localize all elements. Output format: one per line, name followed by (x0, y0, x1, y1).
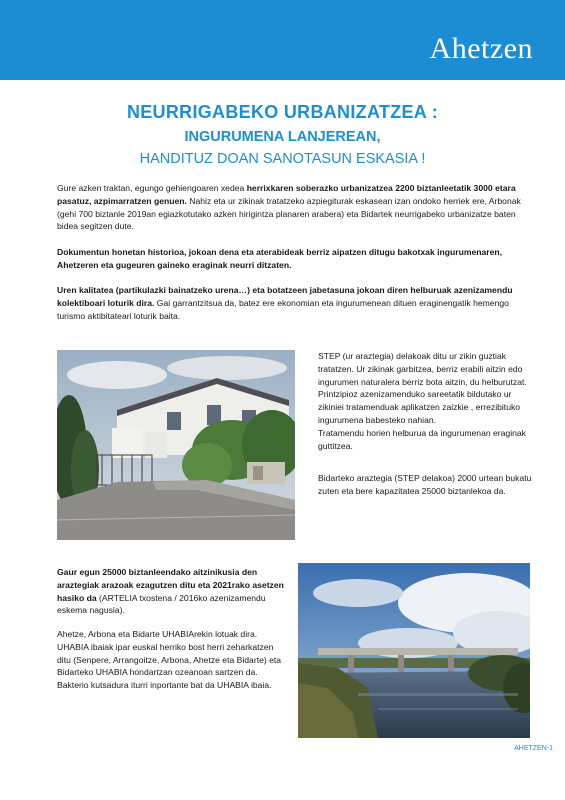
brand-title: Ahetzen (429, 32, 533, 65)
capacity-paragraph (57, 566, 289, 617)
step-paragraph-tail: Tratamendu horien helburua da ingurumenan eraginak guttitzea. (318, 427, 526, 451)
subtitle: INGURUMENA LANJEREAN, (184, 129, 381, 145)
uhabia-river-photo (298, 563, 530, 738)
bidarte-plant-paragraph: Bidarteko araztegia (STEP delakoa) 2000 urtean bukatu zuten eta bere kapazitatea 25000 biztanlekoa da. (318, 473, 532, 496)
step-paragraph: STEP (ur araztegia) delakoak ditu ur zikin guztiak tratatzen. Ur zikinak garbitzea, berriz erabili aitzin edo ingurumen naturalera berriz bota aitzin, du helburutzat. Printzipioz azenizamenduko sareetatik bildutako ur zikiniei tratamenduak aplikatzen zaizkie , errezibituko ingurumena babesteko nahian. (318, 351, 527, 425)
document-purpose-paragraph: Dokumentun honetan historioa, jokoan dena eta aterabideak berriz aipatzen ditugu bakotxak ingurumenaren, Ahetzeren eta gugeuren gaineko eraginak neurri ditzaten. (57, 247, 503, 270)
uhabia-paragraph (57, 628, 289, 692)
water-quality-text: Gai garrantzitsua da, batez ere ekonomian eta ingurumenean dituen eraginengatik hemengo turismo aktibitateari loturik baita. (57, 297, 509, 321)
intro-text-continued: Nahiz eta ur zikinak tratatzeko azpiegiturak eskasean izan ondoko herriek ere, Arbonak (gehi 700 biztanle 2019an egiazkotutako azken hirigintza planaren arabera) eta Bidartek neurrigabeko urbanizatze baten bidea segitzen dute. (57, 195, 521, 232)
page-number: AHETZEN-1 (514, 745, 553, 752)
water-quality-paragraph (57, 284, 532, 322)
header-bar (0, 0, 565, 80)
intro-bold-text: herrixkaren soberazko urbanizatzea 2200 biztanleetatik 3000 etara pasatuz, azpimarratzen genuen. (57, 183, 516, 206)
subtitle-secondary: HANDITUZ DOAN SANOTASUN ESKASIA ! (139, 151, 426, 167)
intro-text: Gure azken traktan, egungo gehiengoaren xedea (57, 183, 247, 193)
capacity-source: (ARTELIA txostena / 2016ko azenizamendu eskema nagusia). (57, 592, 266, 616)
intro-paragraph (57, 182, 532, 233)
title-block (0, 100, 565, 170)
capacity-bold: Gaur egun 25000 biztanleendako aitzinikusia den araztegiak arazoak ezagutzen ditu eta 2021rako asetzen hasiko da (57, 567, 284, 603)
uhabia-text-tail: Bakterio kutsadura iturri inportante bat da UHABIA ibaia. (57, 680, 272, 691)
water-quality-bold: Uren kalitatea (partikulazki bainatzeko urena…) eta botatzeen jabetasuna jokoan diren helburuak azenizamendu kolektiboari loturik dira. (57, 285, 513, 308)
step-description (318, 350, 538, 452)
main-title: NEURRIGABEKO URBANIZATZEA : (126, 102, 439, 122)
uhabia-text: Ahetze, Arbona eta Bidarte UHABIArekin lotuak dira. UHABIA ibaiak ipar euskal herriko bost herri zeharkatzen ditu (Senpere, Arrangoitze, Arbona, Ahetze eta Bidarte) eta Bidarteko UHABIA hondartzan ozeanoan sartzen da. (57, 629, 282, 678)
treatment-plant-photo (57, 350, 295, 540)
